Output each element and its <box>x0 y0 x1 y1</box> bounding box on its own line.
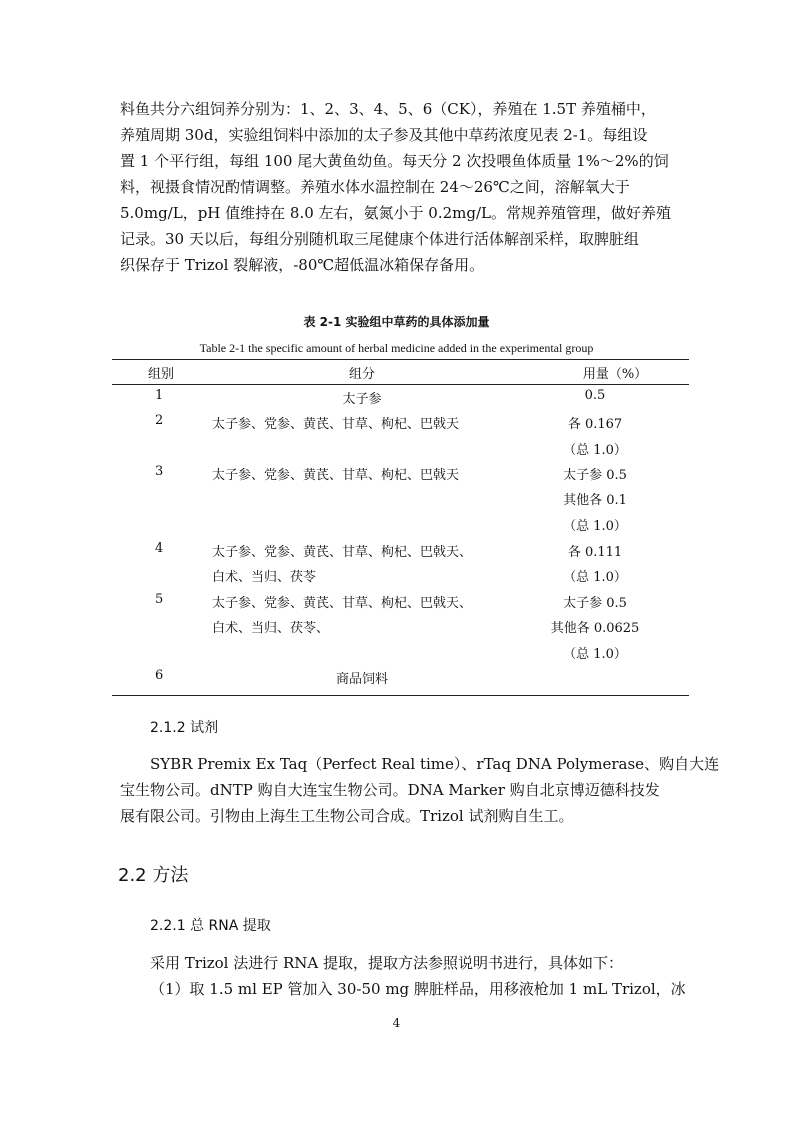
text-line: 料，视摄食情况酌情调整。养殖水体水温控制在 24～26℃之间，溶解氧大于 <box>120 178 630 196</box>
text-line: 织保存于 Trizol 裂解液，-80℃超低温冰箱保存备用。 <box>120 256 485 274</box>
table-cell-components: 太子参 <box>342 392 382 407</box>
table-cell-group: 1 <box>155 388 164 403</box>
body-paragraph-rna-extraction <box>120 950 690 1002</box>
text-line: 置 1 个平行组，每组 100 尾大黄鱼幼鱼。每天分 2 次投喂鱼体质量 1%～2%的饲 <box>120 152 669 170</box>
table-cell-group: 6 <box>155 668 164 683</box>
table-cell-dose: 0.5 <box>584 388 606 403</box>
table-cell-group: 3 <box>155 464 164 479</box>
table-cell-dose: 太子参 0.5 <box>563 596 627 611</box>
table-cell-dose: 其他各 0.1 <box>563 493 627 508</box>
section-heading-2-2: 2.2 方法 <box>118 865 189 886</box>
table-cell-group: 5 <box>155 592 164 607</box>
table-caption-en: Table 2-1 the specific amount of herbal medicine added in the experimental group <box>199 341 594 355</box>
table-cell-components: 太子参、党参、黄芪、甘草、枸杞、巴戟天、 <box>212 545 473 560</box>
table-cell-dose: （总 1.0） <box>563 519 627 534</box>
text-line: 料鱼共分六组饲养分别为：1、2、3、4、5、6（CK），养殖在 1.5T 养殖桶中， <box>120 100 656 118</box>
table-cell-dose: （总 1.0） <box>563 570 627 585</box>
table-cell-dose: （总 1.0） <box>563 647 627 662</box>
table-caption-zh: 表 2-1 实验组中草药的具体添加量 <box>303 315 490 329</box>
table-cell-components: 太子参、党参、黄芪、甘草、枸杞、巴戟天 <box>212 468 460 483</box>
table-top-rule <box>112 359 689 360</box>
text-line: SYBR Premix Ex Taq（Perfect Real time）、rTaq DNA Polymerase、购自大连 <box>150 755 720 773</box>
table-cell-dose: 其他各 0.0625 <box>550 621 640 636</box>
table-cell-components: 太子参、党参、黄芪、甘草、枸杞、巴戟天 <box>212 417 460 432</box>
text-line: 养殖周期 30d，实验组饲料中添加的太子参及其他中草药浓度见表 2-1。每组设 <box>120 126 648 144</box>
text-line: 5.0mg/L，pH 值维持在 8.0 左右，氨氮小于 0.2mg/L。常规养殖管理，做好养殖 <box>120 204 672 222</box>
table-cell-components: 太子参、党参、黄芪、甘草、枸杞、巴戟天、 <box>212 596 473 611</box>
table-cell-components: 白术、当归、茯苓 <box>212 570 317 585</box>
section-heading-2-1-2: 2.1.2 试剂 <box>150 720 219 736</box>
header-components: 组分 <box>348 367 375 382</box>
header-group: 组别 <box>148 367 175 382</box>
text-line: 宝生物公司。dNTP 购自大连宝生物公司。DNA Marker 购自北京博迈德科技发 <box>120 781 660 799</box>
text-line: （1）取 1.5 ml EP 管加入 30-50 mg 脾脏样品，用移液枪加 1 mL Trizol，冰 <box>150 980 686 998</box>
table-cell-components: 商品饲料 <box>335 672 388 687</box>
section-heading-2-2-1: 2.2.1 总 RNA 提取 <box>150 918 271 934</box>
text-line: 展有限公司。引物由上海生工生物公司合成。Trizol 试剂购自生工。 <box>120 807 574 825</box>
page-number: 4 <box>392 1016 401 1030</box>
text-line: 记录。30 天以后，每组分别随机取三尾健康个体进行活体解剖采样，取脾脏组 <box>120 230 639 248</box>
body-paragraph-reagents <box>120 751 720 829</box>
table-cell-dose: 各 0.167 <box>567 417 623 432</box>
table-cell-components: 白术、当归、茯苓、 <box>212 621 330 636</box>
table-header-rule <box>112 384 689 385</box>
text-line: 采用 Trizol 法进行 RNA 提取，提取方法参照说明书进行，具体如下： <box>150 954 624 972</box>
table-cell-dose: 太子参 0.5 <box>563 468 627 483</box>
table-cell-group: 2 <box>155 413 164 428</box>
header-dose: 用量（%） <box>582 367 648 382</box>
table-cell-group: 4 <box>155 541 164 556</box>
body-paragraph-feeding <box>120 96 690 278</box>
table-cell-dose: 各 0.111 <box>567 545 623 560</box>
table-cell-dose: （总 1.0） <box>563 443 627 458</box>
table-bottom-rule <box>112 695 689 696</box>
